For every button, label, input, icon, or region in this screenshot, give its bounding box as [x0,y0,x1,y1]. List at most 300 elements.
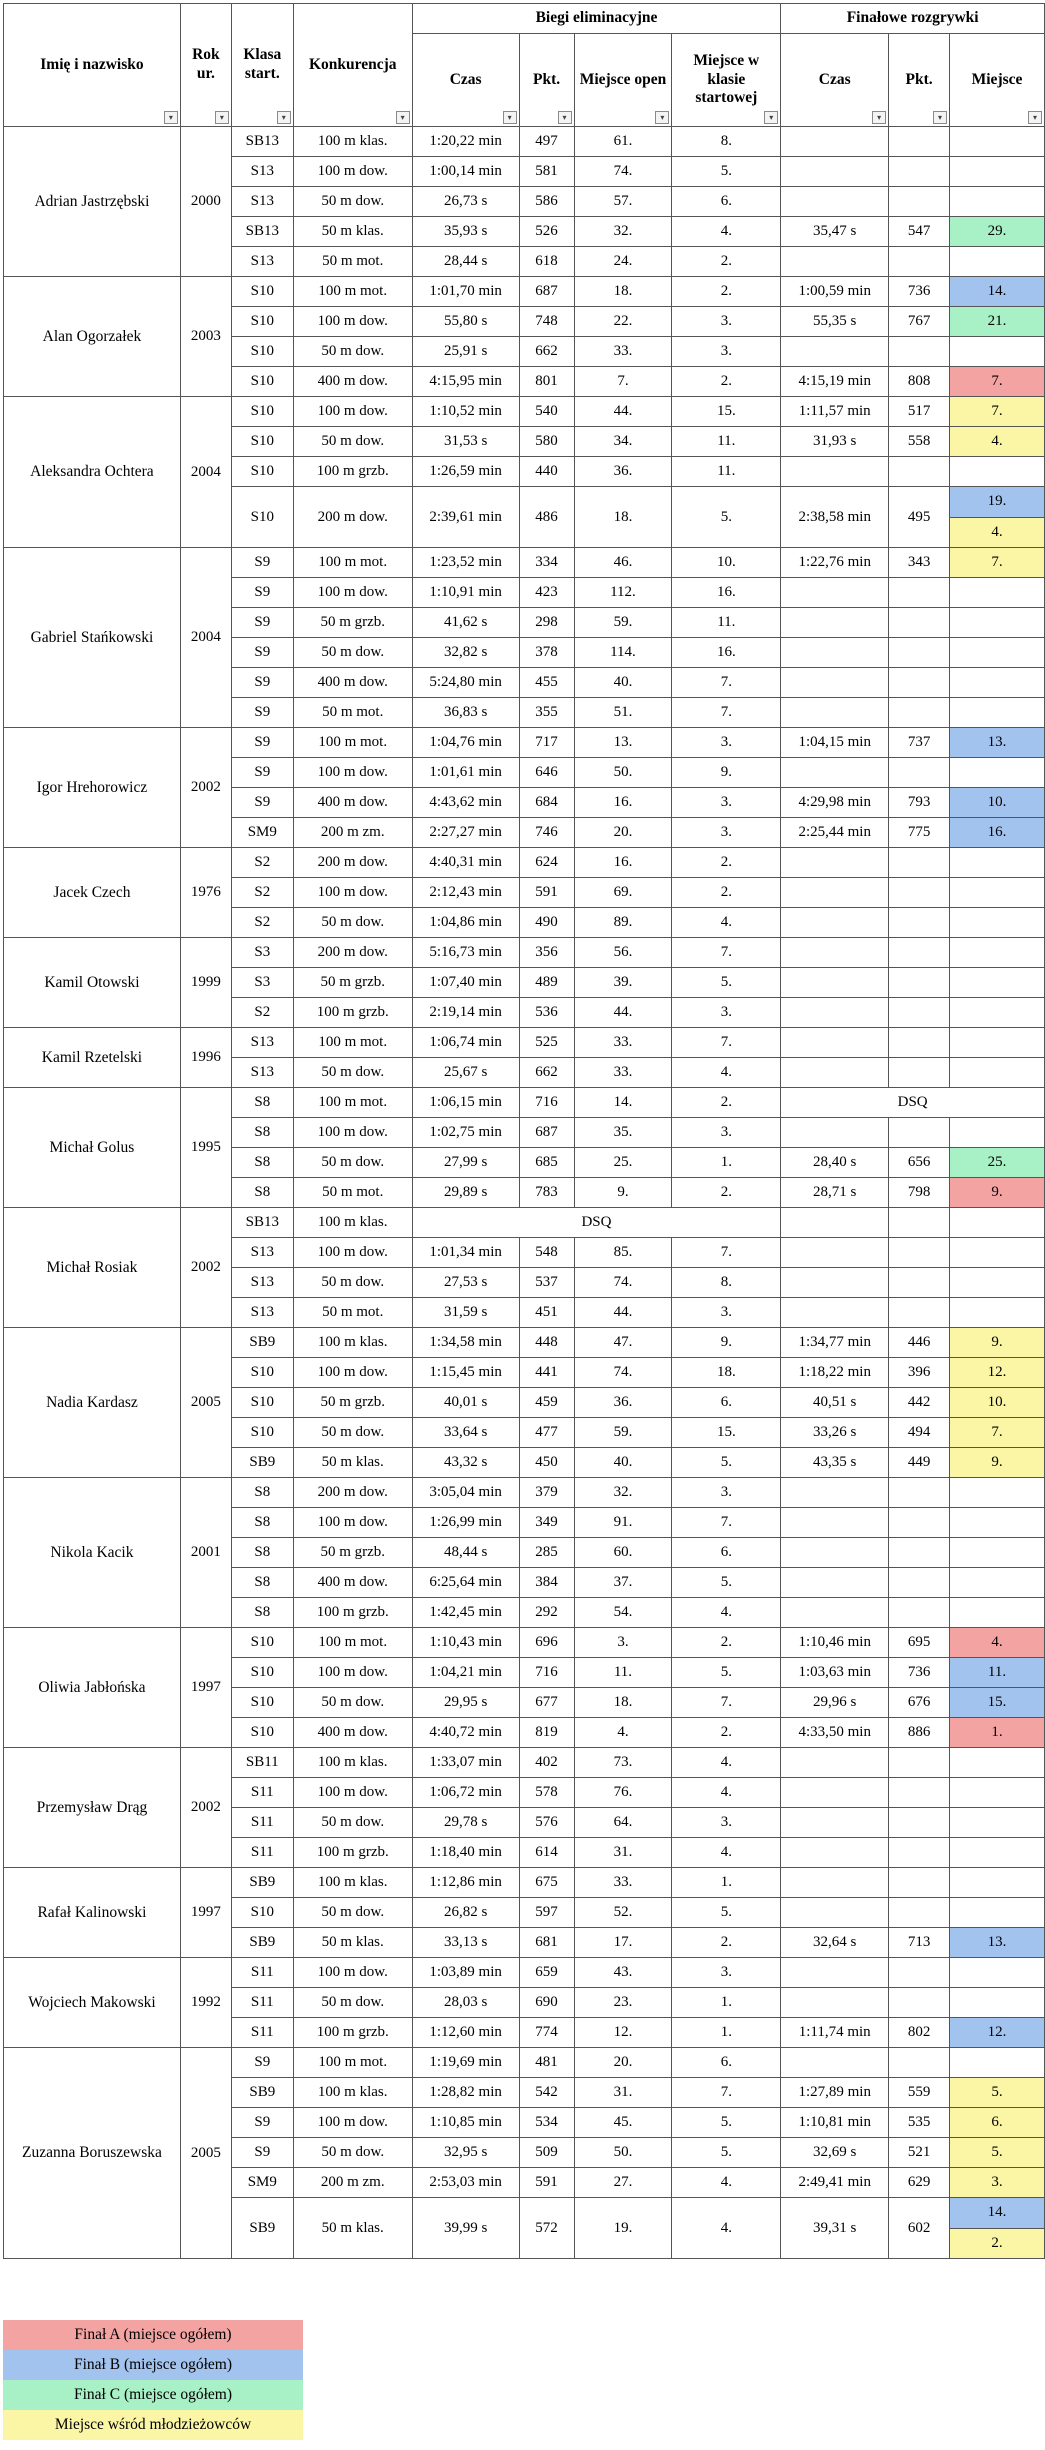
event: 50 m dow. [293,638,412,668]
class-place: 4. [672,1058,781,1088]
heat-points: 819 [519,1718,574,1748]
start-class: S13 [231,1058,293,1088]
start-class: S3 [231,938,293,968]
table-row [4,2048,1045,2078]
filter-dropdown-icon[interactable]: ▾ [655,111,669,124]
final-points [889,998,950,1028]
final-time [781,1898,889,1928]
filter-dropdown-icon[interactable]: ▾ [396,111,410,124]
filter-dropdown-icon[interactable]: ▾ [164,111,178,124]
table-row [4,1088,1045,1118]
heat-time: 28,44 s [412,247,519,277]
heat-time: 55,80 s [412,307,519,337]
class-place: 3. [672,1298,781,1328]
final-place [950,668,1045,698]
open-place: 47. [574,1328,672,1358]
open-place: 57. [574,187,672,217]
final-points [889,1868,950,1898]
heat-time: 4:43,62 min [412,788,519,818]
heat-time: 1:18,40 min [412,1838,519,1868]
event: 100 m dow. [293,1118,412,1148]
open-place: 18. [574,277,672,307]
class-place: 3. [672,1478,781,1508]
final-place: 16. [950,818,1045,848]
final-points [889,1238,950,1268]
class-place: 2. [672,848,781,878]
final-points [889,1478,950,1508]
start-class: S10 [231,1718,293,1748]
heat-time: 1:06,72 min [412,1778,519,1808]
final-time [781,187,889,217]
table-row [4,1748,1045,1778]
final-place [950,1298,1045,1328]
class-place: 16. [672,578,781,608]
heat-points: 402 [519,1748,574,1778]
final-points [889,157,950,187]
open-place: 33. [574,1028,672,1058]
event: 100 m dow. [293,878,412,908]
event: 100 m dow. [293,1238,412,1268]
filter-dropdown-icon[interactable]: ▾ [1028,111,1042,124]
heat-points: 490 [519,908,574,938]
final-points: 558 [889,427,950,457]
heat-points: 687 [519,277,574,307]
heat-points: 451 [519,1298,574,1328]
final-place [950,1058,1045,1088]
class-place: 7. [672,698,781,728]
event: 50 m dow. [293,2138,412,2168]
heat-points: 591 [519,878,574,908]
final-place: 9. [950,1448,1045,1478]
final-time [781,1808,889,1838]
class-place: 1. [672,1868,781,1898]
start-class: S8 [231,1568,293,1598]
athlete-name: Oliwia Jabłońska [4,1628,181,1748]
heat-time: 1:07,40 min [412,968,519,998]
final-time [781,1208,889,1238]
open-place: 18. [574,1688,672,1718]
open-place: 16. [574,848,672,878]
final-time: 1:10,46 min [781,1628,889,1658]
open-place: 36. [574,457,672,487]
open-place: 40. [574,1448,672,1478]
class-place: 5. [672,1448,781,1478]
heat-points: 746 [519,818,574,848]
final-place [950,638,1045,668]
open-place: 14. [574,1088,672,1118]
start-class: S13 [231,1268,293,1298]
heat-points: 455 [519,668,574,698]
filter-dropdown-icon[interactable]: ▾ [558,111,572,124]
final-time: 32,69 s [781,2138,889,2168]
open-place: 31. [574,2078,672,2108]
class-place: 7. [672,938,781,968]
final-points [889,1118,950,1148]
filter-dropdown-icon[interactable]: ▾ [933,111,947,124]
final-points [889,908,950,938]
birth-year: 2002 [180,1208,231,1328]
event: 50 m grzb. [293,1538,412,1568]
event: 100 m grzb. [293,457,412,487]
heat-time: 2:19,14 min [412,998,519,1028]
start-class: S11 [231,2018,293,2048]
start-class: S10 [231,397,293,427]
heat-points: 662 [519,1058,574,1088]
heat-points: 576 [519,1808,574,1838]
heat-points: 298 [519,608,574,638]
start-class: S2 [231,998,293,1028]
heat-time: 5:16,73 min [412,938,519,968]
event: 100 m klas. [293,1328,412,1358]
event: 50 m dow. [293,187,412,217]
open-place: 73. [574,1748,672,1778]
open-place: 16. [574,788,672,818]
heat-points: 614 [519,1838,574,1868]
start-class: S9 [231,638,293,668]
final-points [889,668,950,698]
event: 100 m dow. [293,1778,412,1808]
legend [3,2320,303,2440]
final-place: 1. [950,1718,1045,1748]
filter-dropdown-icon[interactable]: ▾ [215,111,229,124]
open-place: 50. [574,758,672,788]
open-place: 61. [574,127,672,157]
final-time [781,1058,889,1088]
start-class: SM9 [231,818,293,848]
event: 100 m dow. [293,1358,412,1388]
class-place: 7. [672,1508,781,1538]
heat-time: 1:26,59 min [412,457,519,487]
heat-time: 32,82 s [412,638,519,668]
event: 100 m grzb. [293,998,412,1028]
final-time: 1:34,77 min [781,1328,889,1358]
start-class: SB9 [231,1328,293,1358]
class-place: 1. [672,1148,781,1178]
open-place: 27. [574,2168,672,2198]
heat-time: 1:04,21 min [412,1658,519,1688]
class-place: 2. [672,1178,781,1208]
open-place: 35. [574,1118,672,1148]
final-points [889,1268,950,1298]
open-place: 45. [574,2108,672,2138]
final-points: 517 [889,397,950,427]
start-class: S9 [231,548,293,578]
heat-time: 1:12,86 min [412,1868,519,1898]
final-time: 2:25,44 min [781,818,889,848]
heat-time: 1:20,22 min [412,127,519,157]
filter-dropdown-icon[interactable]: ▾ [277,111,291,124]
heat-time: 1:10,85 min [412,2108,519,2138]
final-place [950,698,1045,728]
final-time: 1:18,22 min [781,1358,889,1388]
final-place [950,1838,1045,1868]
open-place: 91. [574,1508,672,1538]
final-place: 13. [950,728,1045,758]
open-place: 33. [574,1868,672,1898]
final-points: 886 [889,1718,950,1748]
event: 100 m mot. [293,277,412,307]
start-class: S9 [231,698,293,728]
open-place: 22. [574,307,672,337]
class-place: 15. [672,1418,781,1448]
final-place: 12. [950,1358,1045,1388]
class-place: 5. [672,968,781,998]
header-heats: Biegi eliminacyjne [412,4,781,34]
class-place: 3. [672,1808,781,1838]
event: 400 m dow. [293,367,412,397]
heat-points: 334 [519,548,574,578]
start-class: S11 [231,1778,293,1808]
class-place: 9. [672,1328,781,1358]
class-place: 3. [672,337,781,367]
final-time [781,758,889,788]
start-class: S13 [231,247,293,277]
final-time: 1:11,74 min [781,2018,889,2048]
open-place: 33. [574,1058,672,1088]
final-place-value: 4. [950,517,1044,548]
class-place: 5. [672,2108,781,2138]
start-class: S8 [231,1148,293,1178]
final-place [950,938,1045,968]
start-class: SB9 [231,2198,293,2259]
class-place: 6. [672,1388,781,1418]
heat-points: 572 [519,2198,574,2259]
open-place: 64. [574,1808,672,1838]
event: 50 m dow. [293,1688,412,1718]
birth-year: 1997 [180,1868,231,1958]
heat-time: 33,64 s [412,1418,519,1448]
start-class: S10 [231,1418,293,1448]
start-class: S8 [231,1478,293,1508]
final-time: 29,96 s [781,1688,889,1718]
open-place: 24. [574,247,672,277]
class-place: 7. [672,668,781,698]
open-place: 112. [574,578,672,608]
heat-points: 684 [519,788,574,818]
final-time [781,1958,889,1988]
open-place: 39. [574,968,672,998]
final-time [781,457,889,487]
heat-time: 1:42,45 min [412,1598,519,1628]
final-place [950,2198,1045,2259]
heat-points: 378 [519,638,574,668]
heat-time: 1:01,70 min [412,277,519,307]
heat-time: 39,99 s [412,2198,519,2259]
open-place: 74. [574,1358,672,1388]
final-points [889,2048,950,2078]
class-place: 11. [672,608,781,638]
start-class: SB13 [231,217,293,247]
heat-time: 1:33,07 min [412,1748,519,1778]
final-time [781,938,889,968]
final-points: 798 [889,1178,950,1208]
heat-time: 43,32 s [412,1448,519,1478]
event: 100 m mot. [293,548,412,578]
final-place: 10. [950,1388,1045,1418]
class-place: 4. [672,217,781,247]
event: 400 m dow. [293,788,412,818]
heat-time: 36,83 s [412,698,519,728]
final-time [781,1298,889,1328]
start-class: S10 [231,1388,293,1418]
final-time: 39,31 s [781,2198,889,2259]
header-heat-time: Czas ▾ [412,34,519,127]
header-year: Rok ur. ▾ [180,4,231,127]
heat-points: 441 [519,1358,574,1388]
heat-time: 1:10,43 min [412,1628,519,1658]
heat-time: 2:39,61 min [412,487,519,548]
class-place: 2. [672,1718,781,1748]
class-place: 8. [672,127,781,157]
final-points [889,1838,950,1868]
heat-points: 717 [519,728,574,758]
start-class: SB13 [231,1208,293,1238]
athlete-name: Michał Golus [4,1088,181,1208]
class-place: 6. [672,1538,781,1568]
final-place: 3. [950,2168,1045,2198]
heat-time: 29,78 s [412,1808,519,1838]
heat-points: 581 [519,157,574,187]
heat-points: 675 [519,1868,574,1898]
table-row [4,728,1045,758]
final-place [950,1538,1045,1568]
heat-time: 26,82 s [412,1898,519,1928]
heat-time: 3:05,04 min [412,1478,519,1508]
final-place: 13. [950,1928,1045,1958]
filter-dropdown-icon[interactable]: ▾ [764,111,778,124]
start-class: SB9 [231,2078,293,2108]
class-place: 2. [672,878,781,908]
event: 50 m mot. [293,1178,412,1208]
final-points [889,608,950,638]
final-points [889,1898,950,1928]
final-time [781,1838,889,1868]
final-time: 4:29,98 min [781,788,889,818]
final-points [889,1058,950,1088]
legend-item: Finał A (miejsce ogółem) [3,2320,303,2350]
open-place: 32. [574,217,672,247]
final-points: 559 [889,2078,950,2108]
birth-year: 2002 [180,1748,231,1868]
start-class: SB9 [231,1928,293,1958]
event: 50 m dow. [293,1898,412,1928]
start-class: S11 [231,1958,293,1988]
final-points: 446 [889,1328,950,1358]
athlete-name: Rafał Kalinowski [4,1868,181,1958]
final-points: 535 [889,2108,950,2138]
final-points [889,638,950,668]
heat-time: 4:15,95 min [412,367,519,397]
final-points: 521 [889,2138,950,2168]
heat-time: 32,95 s [412,2138,519,2168]
heat-time: 1:19,69 min [412,2048,519,2078]
final-points [889,1778,950,1808]
final-place-value: 2. [950,2228,1044,2259]
class-place: 3. [672,1118,781,1148]
class-place: 5. [672,1898,781,1928]
heat-time: 1:06,74 min [412,1028,519,1058]
open-place: 60. [574,1538,672,1568]
heat-points: 542 [519,2078,574,2108]
heat-time: 48,44 s [412,1538,519,1568]
final-place [950,1268,1045,1298]
final-points [889,1988,950,2018]
table-row [4,938,1045,968]
heat-points: 662 [519,337,574,367]
final-points: 547 [889,217,950,247]
final-place: 11. [950,1658,1045,1688]
final-time [781,1508,889,1538]
table-row [4,548,1045,578]
start-class: S9 [231,2138,293,2168]
start-class: S9 [231,728,293,758]
heat-points: 681 [519,1928,574,1958]
start-class: S3 [231,968,293,998]
heat-points: 355 [519,698,574,728]
start-class: S10 [231,367,293,397]
heat-points: 685 [519,1148,574,1178]
final-place: 29. [950,217,1045,247]
final-time [781,1778,889,1808]
final-time [781,1238,889,1268]
open-place: 43. [574,1958,672,1988]
heat-time: 2:53,03 min [412,2168,519,2198]
legend-item: Miejsce wśród młodzieżowców [3,2410,303,2440]
final-points [889,698,950,728]
filter-dropdown-icon[interactable]: ▾ [503,111,517,124]
filter-dropdown-icon[interactable]: ▾ [872,111,886,124]
event: 50 m dow. [293,427,412,457]
final-place [950,998,1045,1028]
final-place-value: 19. [950,487,1044,517]
open-place: 59. [574,608,672,638]
final-place [950,758,1045,788]
final-place [950,848,1045,878]
final-place [950,878,1045,908]
table-row [4,1958,1045,1988]
heat-points: 548 [519,1238,574,1268]
final-place [950,1028,1045,1058]
heat-points: 624 [519,848,574,878]
start-class: S10 [231,427,293,457]
class-place: 2. [672,247,781,277]
final-points: 676 [889,1688,950,1718]
class-place: 6. [672,187,781,217]
start-class: S10 [231,1658,293,1688]
event: 100 m grzb. [293,1838,412,1868]
final-dsq: DSQ [781,1088,1045,1118]
header-open-place: Miejsce open ▾ [574,34,672,127]
final-time: 43,35 s [781,1448,889,1478]
final-points: 793 [889,788,950,818]
final-time [781,1988,889,2018]
open-place: 20. [574,818,672,848]
final-place: 9. [950,1328,1045,1358]
final-time: 2:38,58 min [781,487,889,548]
athlete-name: Jacek Czech [4,848,181,938]
header-class-place: Miejsce w klasie startowej ▾ [672,34,781,127]
heat-time: 1:34,58 min [412,1328,519,1358]
class-place: 5. [672,1658,781,1688]
event: 400 m dow. [293,1568,412,1598]
final-place: 15. [950,1688,1045,1718]
results-body [4,127,1045,2259]
final-place [950,2048,1045,2078]
event: 50 m mot. [293,698,412,728]
open-place: 44. [574,1298,672,1328]
heat-points: 526 [519,217,574,247]
class-place: 7. [672,1688,781,1718]
